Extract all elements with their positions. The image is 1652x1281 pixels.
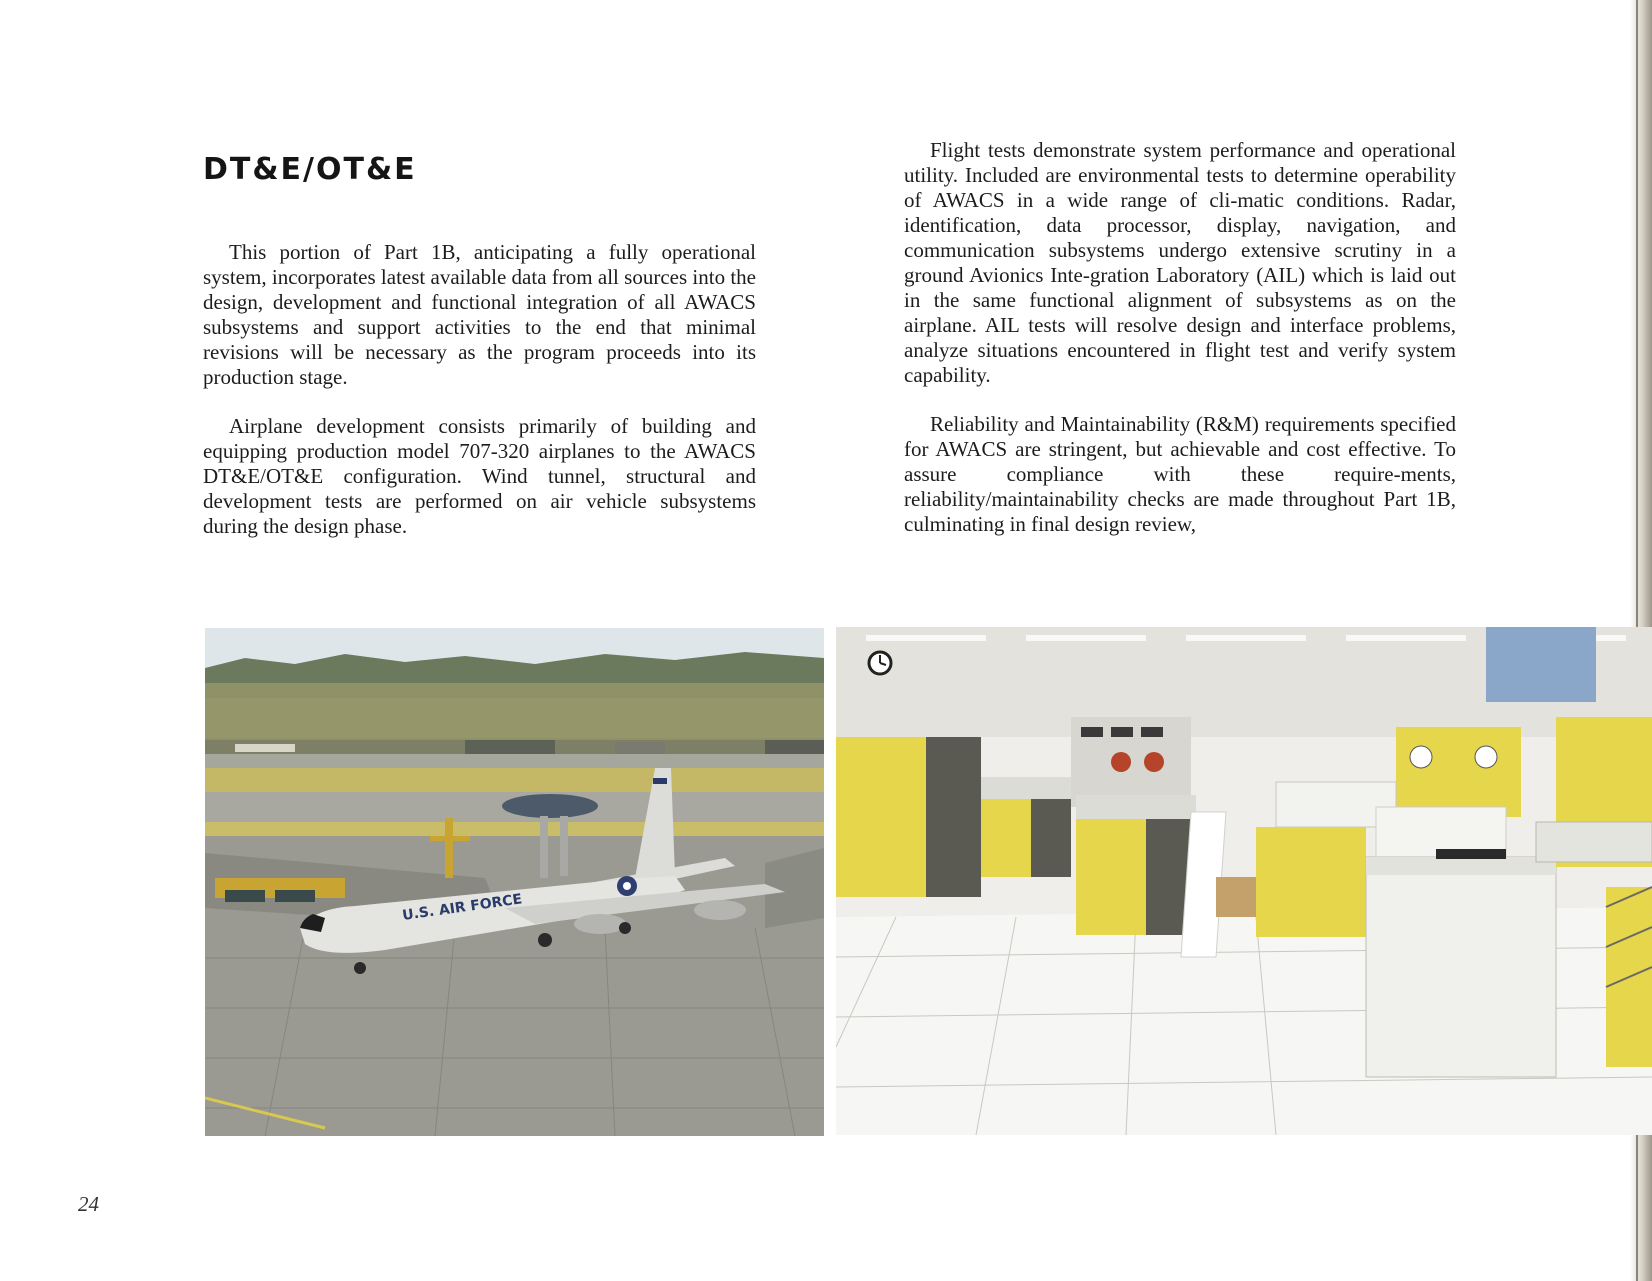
left-text-column bbox=[203, 240, 756, 563]
paragraph: Reliability and Maintainability (R&M) requirements specified for AWACS are stringent, but achievable and cost effective. To assure compliance with these require-ments, reliability/maintainability checks are made throughout Part 1B, culminating in final design review, bbox=[904, 412, 1456, 536]
section-heading: DT&E/OT&E bbox=[203, 152, 417, 187]
awacs-airplane-photo bbox=[205, 628, 824, 1136]
right-text-column bbox=[904, 138, 1456, 561]
airplane-marking-text: U.S. AIR FORCE bbox=[401, 891, 524, 924]
avionics-laboratory-photo bbox=[836, 627, 1652, 1135]
page-number: 24 bbox=[78, 1192, 99, 1216]
paragraph: Airplane development consists primarily of building and equipping production model 707-320 airplanes to the AWACS DT&E/OT&E configuration. Wind tunnel, structural and development tests are performed on air vehicle subsystems during the design phase. bbox=[203, 414, 756, 538]
paragraph: This portion of Part 1B, anticipating a fully operational system, incorporates latest available data from all sources into the design, development and functional integration of all AWACS subsystems and support activities to the end that minimal revisions will be necessary as the program proceeds into its production stage. bbox=[203, 240, 756, 389]
paragraph: Flight tests demonstrate system performance and operational utility. Included are environmental tests to determine operability of AWACS in a wide range of cli-matic conditions. Radar, identification, data processor, display, navigation, and communication subsystems undergo extensive scrutiny in a ground Avionics Inte-gration Laboratory (AIL) which is laid out in the same functional alignment of subsystems as on the airplane. AIL tests will resolve design and interface problems, analyze situations encountered in flight test and verify system capability. bbox=[904, 138, 1456, 387]
